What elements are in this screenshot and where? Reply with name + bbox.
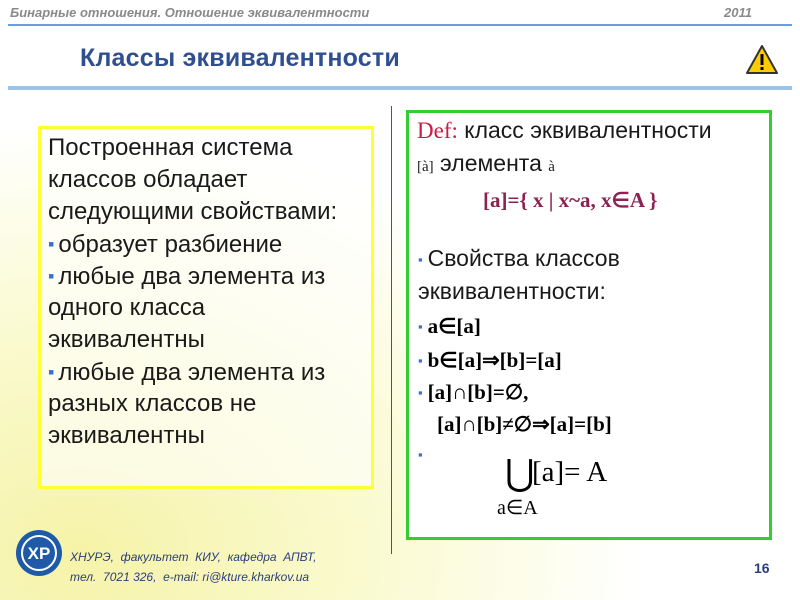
column-divider [391,106,392,554]
props-heading-text: Свойства классов [427,245,620,271]
svg-text:ХР: ХР [27,544,51,563]
props-heading [418,245,620,272]
left-text-line: классов обладает [48,166,248,193]
class-formula: [a]={ x | x~a, x∈A } [483,188,658,212]
warning-triangle-icon [745,44,779,76]
union-subscript: a∈A [497,497,538,519]
bullet-icon: ▪ [418,385,423,400]
footer-line-1: ХНУРЭ, факультет КИУ, кафедра АПВТ, [70,550,317,564]
left-text-line: следующими свойствами: [48,198,338,225]
page-number: 16 [754,560,770,576]
left-bullet-item [48,228,282,261]
header-topic: Бинарные отношения. Отношение эквивалентности [10,5,370,20]
left-bullet-text: образует разбиение [58,231,283,258]
left-bullet-item [48,260,325,293]
def-text: класс эквивалентности [464,117,712,143]
bullet-icon: ▪ [48,362,55,382]
property-text-cont: [a]∩[b]≠∅⇒[a]=[b] [437,412,612,436]
def-label: Def: [417,118,458,143]
property-item [418,348,562,373]
union-expression: [a]= A [532,456,608,488]
header-divider [8,24,792,26]
left-bullet-text: любые два элемента из [58,263,326,290]
property-item [418,442,428,467]
bullet-icon: ▪ [418,447,423,462]
bullet-icon: ▪ [48,266,55,286]
left-text-line: разных классов не [48,390,257,417]
title-underline [8,86,792,90]
def-element-suffix: à [548,159,555,175]
slide-title: Классы эквивалентности [80,44,400,72]
university-logo [14,528,64,578]
left-text-line: одного класса [48,294,206,321]
props-heading-2: эквивалентности: [418,278,606,304]
def-element-prefix: [à] [417,159,434,175]
def-element-text: элемента [440,150,542,176]
bullet-icon: ▪ [48,234,55,254]
bullet-icon: ▪ [418,319,423,334]
definition-line-2 [417,150,555,177]
left-bullet-text: любые два элемента из [58,359,326,386]
footer-line-2: тел. 7021 326, e-mail: ri@kture.kharkov.ua [70,570,310,584]
left-text-line: эквивалентны [48,326,205,353]
property-text: b∈[a]⇒[b]=[a] [427,348,562,372]
header-year: 2011 [724,5,752,20]
union-symbol: ⋃ [505,453,535,493]
definition-line [417,117,712,144]
bullet-icon: ▪ [418,353,423,368]
left-text-line: эквивалентны [48,422,205,449]
bullet-icon: ▪ [418,252,423,267]
left-bullet-item [48,356,325,389]
property-item [418,314,481,339]
property-text: a∈[a] [427,314,481,338]
property-item [418,380,528,405]
left-text-line: Построенная система [48,134,293,161]
property-text: [a]∩[b]=∅, [427,380,529,404]
